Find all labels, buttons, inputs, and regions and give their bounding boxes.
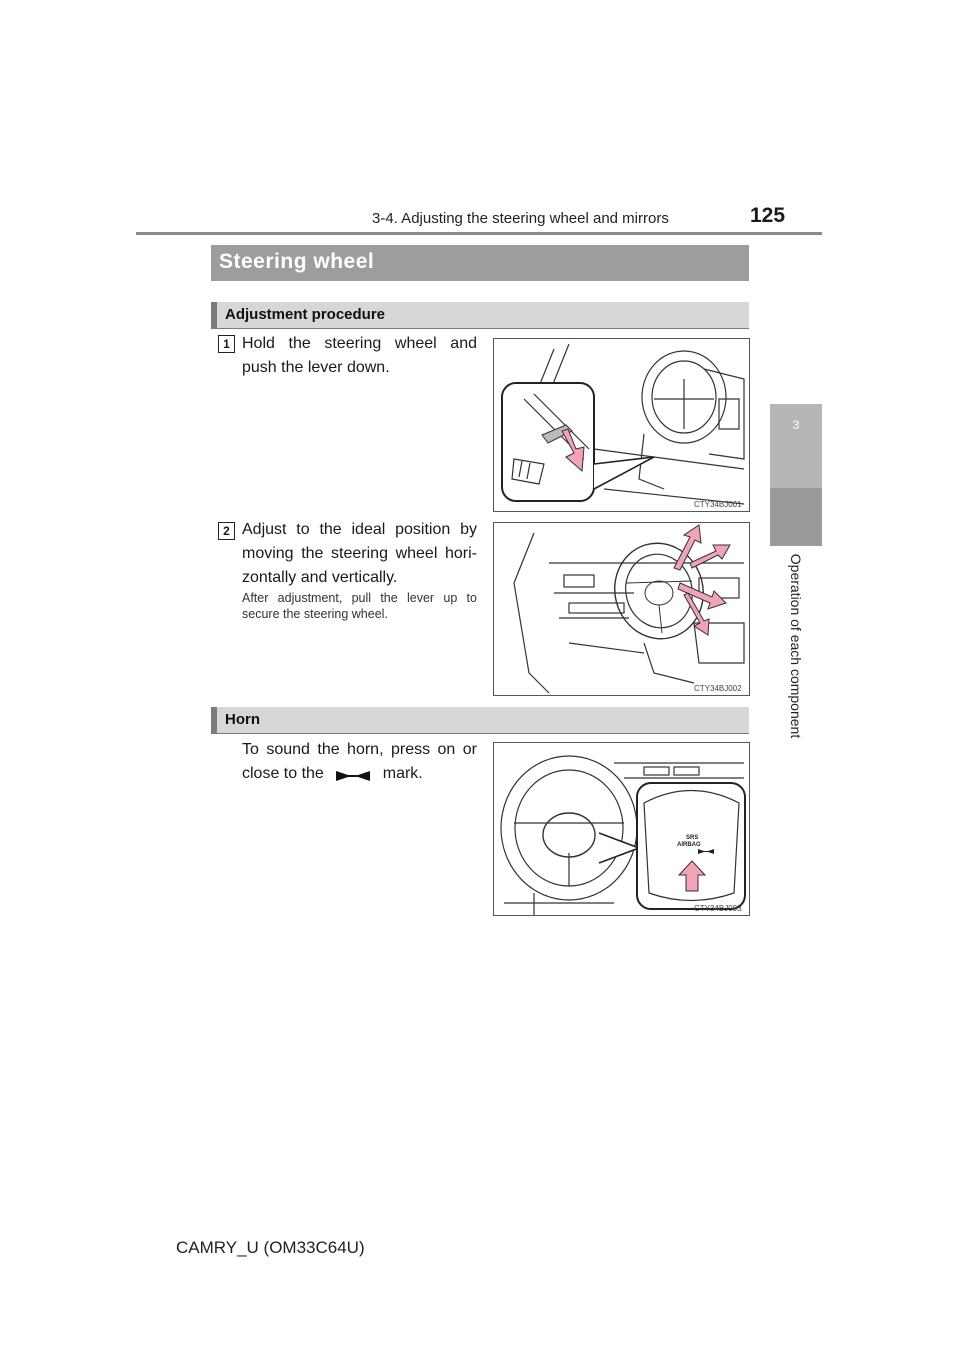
chapter-tab-light [770,404,822,488]
chapter-number: 3 [792,418,800,432]
figure-horn [493,742,750,916]
figure-code-3: CTY34BJ003 [694,904,742,913]
horn-text-before: To sound the horn, press on or close to the [242,741,477,782]
subsection-bar-edge [211,302,217,328]
step-2-text: Adjust to the ideal position by moving the steering wheel hori- zontally and vertically. [242,521,477,586]
figure-wheel-adjust [493,522,750,696]
subsection-underline [211,733,749,734]
chapter-tab-marker [770,488,822,546]
subsection-title-adjustment: Adjustment procedure [225,306,386,323]
subsection-bar-edge [211,707,217,733]
figure-code-2: CTY34BJ002 [694,684,742,693]
footer-model: CAMRY_U (OM33C64U) [176,1238,365,1257]
running-header-section: 3-4. Adjusting the steering wheel and mirrors [372,210,669,227]
horn-text [242,738,477,786]
step-number-1: 1 [218,335,235,353]
subsection-bar-horn [211,707,749,733]
horn-mark-icon [328,767,378,781]
subsection-title-horn: Horn [225,711,260,728]
figure-lever [493,338,750,512]
header-rule [136,232,822,235]
step-2-note: After adjustment, pull the lever up to secure the steering wheel. [242,591,477,621]
chapter-title: Operation of each component [788,553,804,739]
step-1-text: Hold the steering wheel and push the lever down. [242,335,477,376]
page-number: 125 [750,204,786,227]
airbag-label-srs: SRS [686,835,699,841]
horn-text-after: mark. [382,765,423,782]
figure-code-1: CTY34BJ001 [694,500,742,509]
airbag-label-airbag: AIRBAG [677,842,701,848]
subsection-underline [211,328,749,329]
step-number-2: 2 [218,522,235,540]
section-title: Steering wheel [219,250,375,273]
